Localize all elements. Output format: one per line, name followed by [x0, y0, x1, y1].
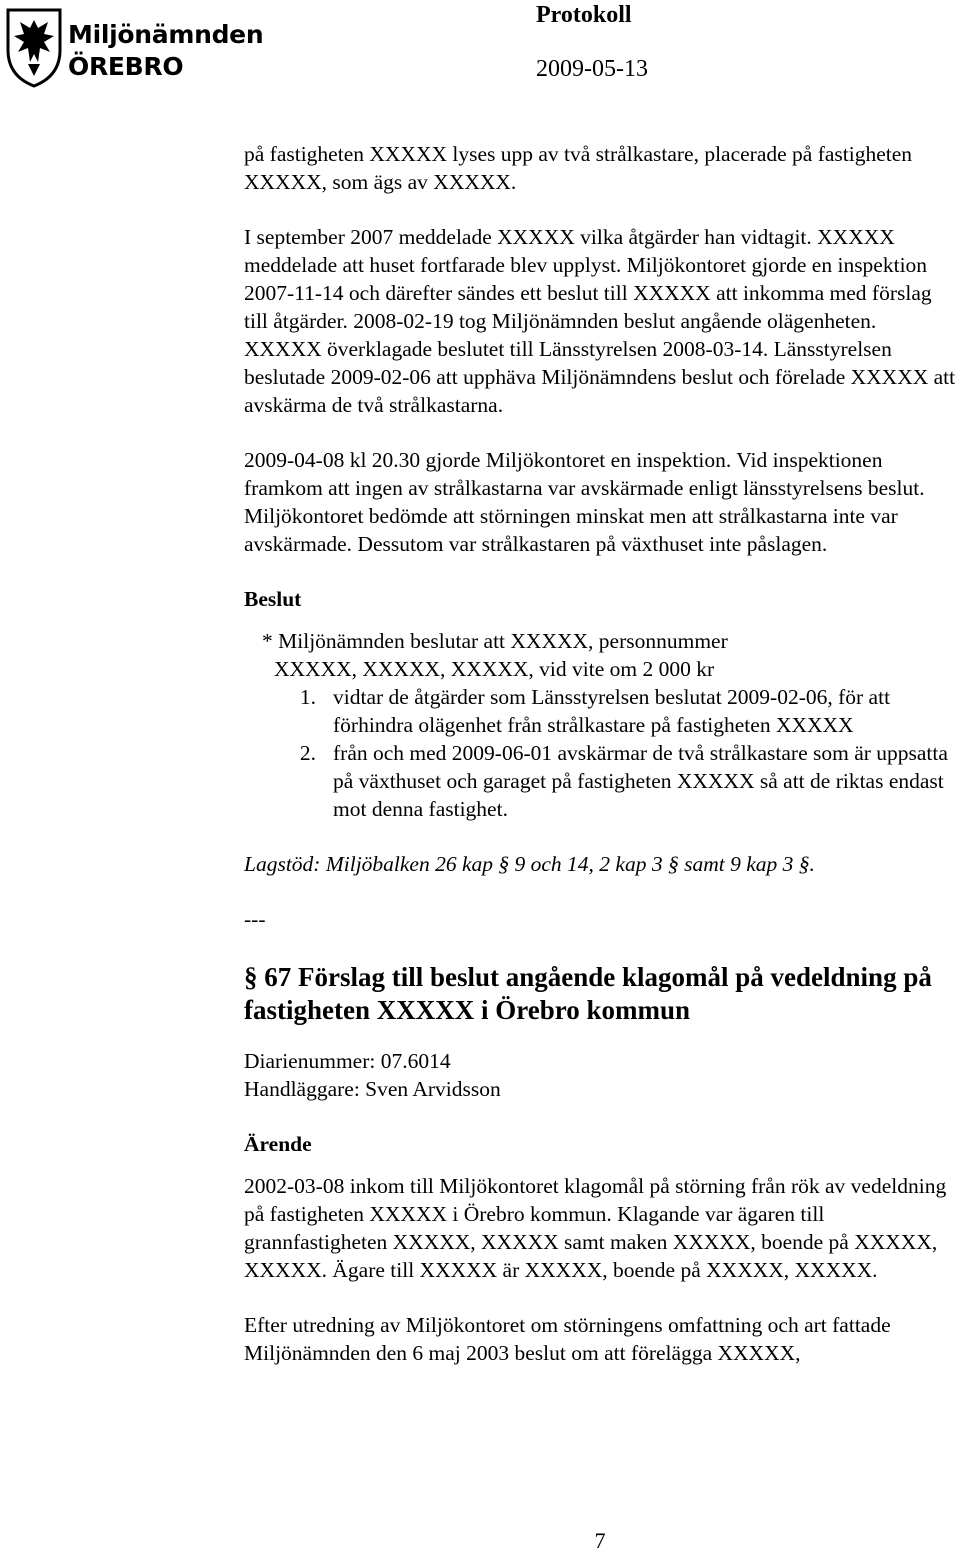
list-item: [244, 739, 956, 823]
decision-intro: [262, 627, 956, 683]
paragraph: I september 2007 meddelade XXXXX vilka åtgärder han vidtagit. XXXXX meddelade att huset fortfarade blev upplyst. Miljökontoret gjorde en inspektion 2007-11-14 och därefter sändes ett beslut till XXXXX att inkomma med förslag till åtgärder. 2008-02-19 tog Miljönämnden beslut angående olägenheten. XXXXX överklagade beslutet till Länsstyrelsen 2008-03-14. Länsstyrelsen beslutade 2009-02-06 att upphäva Miljönämndens beslut och förelade XXXXX att avskärma de två strålkastarna.: [244, 225, 956, 417]
list-item-text: vidtar de åtgärder som Länsstyrelsen beslutat 2009-02-06, för att förhindra olägenhet från strålkastare på fastigheten XXXXX: [333, 685, 891, 737]
decision-list: [244, 683, 956, 823]
decision-heading: Beslut: [244, 587, 302, 611]
page-number: 7: [594, 1528, 606, 1553]
list-item: [244, 683, 956, 739]
document-body: [244, 140, 956, 1394]
document-date: 2009-05-13: [536, 56, 648, 82]
separator: ---: [244, 907, 266, 931]
section-title: § 67 Förslag till beslut angående klagomål på vedeldning på fastigheten XXXXX i Örebro kommun: [244, 962, 932, 1025]
matter-heading: Ärende: [244, 1132, 312, 1156]
paragraph: 2009-04-08 kl 20.30 gjorde Miljökontoret en inspektion. Vid inspektionen framkom att ingen av strålkastarna var avskärmade enligt länsstyrelsens beslut. Miljökontoret bedömde att störningen minskat men att strålkastarna inte var avskärmade. Dessutom var strålkastaren på växthuset inte påslagen.: [244, 448, 925, 556]
paragraph: 2002-03-08 inkom till Miljökontoret klagomål på störning från rök av vedeldning på fastigheten XXXXX i Örebro kommun. Klagande var ägaren till grannfastigheten XXXXX, XXXXX samt maken XXXXX, boende på XXXXX, XXXXX. Ägare till XXXXX är XXXXX, boende på XXXXX, XXXXX.: [244, 1174, 947, 1282]
paragraph: på fastigheten XXXXX lyses upp av två strålkastare, placerade på fastigheten XXXXX, som ägs av XXXXX.: [244, 142, 913, 194]
municipality-logo: [4, 6, 264, 88]
diary-number: Diarienummer: 07.6014: [244, 1049, 451, 1073]
decision-line: * Miljönämnden beslutar att XXXXX, personnummer: [262, 629, 728, 653]
list-item-number: 2.: [299, 741, 316, 765]
list-item-number: 1.: [299, 685, 316, 709]
organization-name: Miljönämnden: [68, 20, 264, 49]
case-handler: Handläggare: Sven Arvidsson: [244, 1077, 501, 1101]
city-name: ÖREBRO: [68, 52, 184, 81]
matter-metadata: [244, 1047, 956, 1103]
paragraph: Efter utredning av Miljökontoret om störningens omfattning och art fattade Miljönämnden den 6 maj 2003 beslut om att förelägga XXXXX,: [244, 1313, 891, 1365]
coat-of-arms-icon: [4, 6, 64, 88]
list-item-text: från och med 2009-06-01 avskärmar de två strålkastare som är uppsatta på växthuset och garaget på fastigheten XXXXX så att de riktas endast mot denna fastighet.: [333, 741, 948, 821]
document-type: Protokoll: [536, 2, 632, 28]
decision-line: XXXXX, XXXXX, XXXXX, vid vite om 2 000 kr: [274, 657, 715, 681]
legal-basis: Lagstöd: Miljöbalken 26 kap § 9 och 14, 2 kap 3 § samt 9 kap 3 §.: [244, 852, 815, 876]
